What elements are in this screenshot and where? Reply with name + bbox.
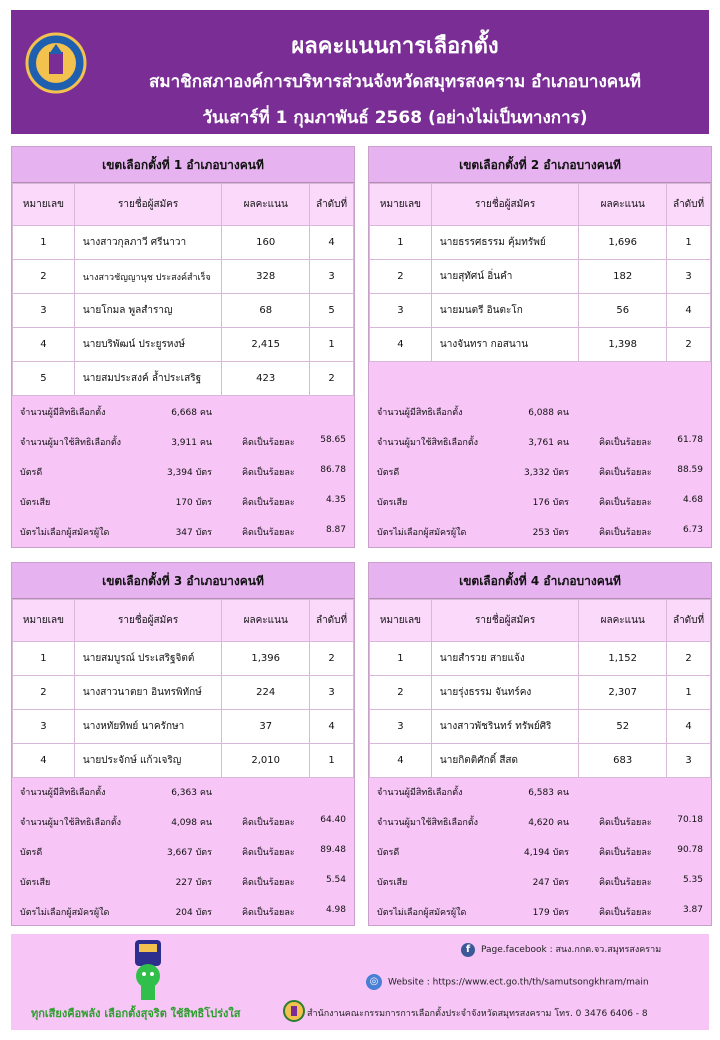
table-row — [13, 328, 354, 362]
cell-name: นางจันทรา กอสนาน — [431, 328, 578, 362]
cell-name: นายรุ่งธรรม จันทร์คง — [431, 676, 578, 710]
cell-name: นายบริพัฒน์ ประยูรหงษ์ — [74, 328, 221, 362]
stat-label-novote: บัตรไม่เลือกผู้สมัครผู้ใด — [377, 528, 467, 538]
office-contact: สำนักงานคณะกรรมการการเลือกตั้งประจำจังหวัดสมุทรสงคราม โทร. 0 3476 6406 - 8 — [307, 1009, 648, 1019]
stat-novote-pct: 8.87 — [325, 525, 346, 535]
stat-novote: 204 บัตร — [175, 908, 212, 918]
stat-bad-pct: 5.35 — [682, 875, 703, 885]
col-header-rank: ลำดับที่ — [667, 600, 711, 642]
stat-label-good: บัตรดี — [20, 848, 43, 858]
stat-voted: 4,620 คน — [528, 818, 569, 828]
cell-rank: 1 — [310, 328, 354, 362]
district-panel-1 — [11, 146, 355, 548]
cell-name: นายโกมล พูลสำราญ — [74, 294, 221, 328]
footer — [11, 934, 709, 1030]
cell-no: 4 — [370, 328, 432, 362]
col-header-name: รายชื่อผู้สมัคร — [74, 184, 221, 226]
cell-rank: 2 — [310, 362, 354, 396]
col-header-score: ผลคะแนน — [579, 184, 667, 226]
cell-rank: 3 — [310, 676, 354, 710]
col-header-rank: ลำดับที่ — [310, 600, 354, 642]
stat-label-voted: จำนวนผู้มาใช้สิทธิเลือกตั้ง — [20, 438, 122, 448]
stat-voted: 3,911 คน — [171, 438, 212, 448]
stat-label-bad: บัตรเสีย — [20, 878, 51, 888]
stat-bad: 170 บัตร — [175, 498, 212, 508]
table-row — [370, 294, 711, 328]
table-row — [13, 294, 354, 328]
district-title: เขตเลือกตั้งที่ 1 อำเภอบางคนที — [12, 147, 354, 183]
cell-score: 2,415 — [222, 328, 310, 362]
col-header-score: ผลคะแนน — [222, 600, 310, 642]
stat-eligible: 6,668 คน — [171, 408, 212, 418]
stat-bad-pct: 4.35 — [325, 495, 346, 505]
stat-good-pct: 86.78 — [320, 465, 346, 475]
stat-good: 3,332 บัตร — [523, 468, 569, 478]
stat-label-novote: บัตรไม่เลือกผู้สมัครผู้ใด — [20, 528, 110, 538]
page-date: วันเสาร์ที่ 1 กุมภาพันธ์ 2568 (อย่างไม่เป็นทางการ) — [202, 108, 588, 128]
cell-score: 423 — [222, 362, 310, 396]
stat-label-bad: บัตรเสีย — [377, 498, 408, 508]
cell-score: 37 — [222, 710, 310, 744]
cell-name: นายสมประสงค์ ล้ำประเสริฐ — [74, 362, 221, 396]
stat-novote-pct: 3.87 — [682, 905, 703, 915]
cell-rank: 5 — [310, 294, 354, 328]
stat-novote: 347 บัตร — [175, 528, 212, 538]
col-header-rank: ลำดับที่ — [310, 184, 354, 226]
stat-good: 3,667 บัตร — [166, 848, 212, 858]
table-row — [370, 710, 711, 744]
cell-rank: 1 — [667, 226, 711, 260]
stat-label-eligible: จำนวนผู้มีสิทธิเลือกตั้ง — [20, 788, 106, 798]
cell-name: นายสำรวย สายแจ้ง — [431, 642, 578, 676]
stat-percent-label: คิดเป็นร้อยละ — [242, 468, 295, 478]
district-title: เขตเลือกตั้งที่ 4 อำเภอบางคนที — [369, 563, 711, 599]
ect-seal-icon — [283, 998, 305, 1024]
stat-percent-label: คิดเป็นร้อยละ — [242, 438, 295, 448]
stat-label-bad: บัตรเสีย — [20, 498, 51, 508]
stat-label-voted: จำนวนผู้มาใช้สิทธิเลือกตั้ง — [377, 438, 479, 448]
stat-bad: 176 บัตร — [532, 498, 569, 508]
cell-rank: 3 — [310, 260, 354, 294]
stat-percent-label: คิดเป็นร้อยละ — [242, 878, 295, 888]
stat-good-pct: 88.59 — [677, 465, 703, 475]
stat-label-novote: บัตรไม่เลือกผู้สมัครผู้ใด — [20, 908, 110, 918]
stat-percent-label: คิดเป็นร้อยละ — [599, 498, 652, 508]
col-header-no: หมายเลข — [13, 184, 75, 226]
stat-percent-label: คิดเป็นร้อยละ — [599, 438, 652, 448]
cell-no: 2 — [370, 260, 432, 294]
cell-score: 1,152 — [579, 642, 667, 676]
stat-voted-pct: 61.78 — [677, 435, 703, 445]
col-header-no: หมายเลข — [370, 600, 432, 642]
stat-label-good: บัตรดี — [377, 848, 400, 858]
website-line[interactable] — [366, 974, 649, 990]
mascot-icon — [121, 936, 175, 1004]
stat-label-eligible: จำนวนผู้มีสิทธิเลือกตั้ง — [377, 788, 463, 798]
stat-eligible: 6,088 คน — [528, 408, 569, 418]
cell-no: 4 — [13, 328, 75, 362]
cell-name: นางสาวชัญญานุช ประสงค์สำเร็จ — [74, 260, 221, 294]
table-row — [370, 744, 711, 778]
stat-voted-pct: 70.18 — [677, 815, 703, 825]
cell-name: นางหทัยทิพย์ นาครักษา — [74, 710, 222, 744]
stat-voted: 3,761 คน — [528, 438, 569, 448]
cell-rank: 4 — [310, 226, 354, 260]
cell-rank: 1 — [667, 676, 711, 710]
table-row — [13, 260, 354, 294]
stat-good-pct: 90.78 — [677, 845, 703, 855]
stat-percent-label: คิดเป็นร้อยละ — [242, 818, 295, 828]
stat-label-good: บัตรดี — [20, 468, 43, 478]
stat-label-novote: บัตรไม่เลือกผู้สมัครผู้ใด — [377, 908, 467, 918]
cell-name: นางสาวนาตยา อินทรพิทักษ์ — [74, 676, 222, 710]
page-title: ผลคะแนนการเลือกตั้ง — [291, 34, 499, 59]
stat-good: 4,194 บัตร — [523, 848, 569, 858]
col-header-score: ผลคะแนน — [222, 184, 310, 226]
cell-rank: 2 — [667, 328, 711, 362]
stat-voted-pct: 58.65 — [320, 435, 346, 445]
table-row — [370, 642, 711, 676]
ect-logo-icon — [25, 32, 87, 94]
cell-name: นายสมบูรณ์ ประเสริฐจิตต์ — [74, 642, 222, 676]
table-row — [13, 226, 354, 260]
cell-no: 3 — [370, 294, 432, 328]
district-panel-2 — [368, 146, 712, 548]
cell-score: 56 — [579, 294, 667, 328]
website-text: Website : https://www.ect.go.th/th/samutsongkhram/main — [388, 977, 649, 988]
stat-percent-label: คิดเป็นร้อยละ — [599, 468, 652, 478]
cell-name: นางสาวพัชรินทร์ ทรัพย์ศิริ — [431, 710, 578, 744]
cell-rank: 4 — [667, 710, 711, 744]
cell-rank: 2 — [310, 642, 354, 676]
stat-percent-label: คิดเป็นร้อยละ — [599, 818, 652, 828]
stat-label-bad: บัตรเสีย — [377, 878, 408, 888]
district-title: เขตเลือกตั้งที่ 2 อำเภอบางคนที — [369, 147, 711, 183]
cell-no: 2 — [13, 260, 75, 294]
cell-rank: 3 — [667, 260, 711, 294]
district-stats — [12, 777, 354, 927]
candidate-table — [12, 183, 354, 396]
district-stats — [369, 777, 711, 927]
cell-rank: 1 — [310, 744, 354, 778]
cell-rank: 3 — [667, 744, 711, 778]
stat-novote: 179 บัตร — [532, 908, 569, 918]
district-panel-3 — [11, 562, 355, 926]
cell-no: 1 — [370, 226, 432, 260]
cell-no: 2 — [370, 676, 432, 710]
page-subtitle: สมาชิกสภาองค์การบริหารส่วนจังหวัดสมุทรสงคราม อำเภอบางคนที — [149, 72, 641, 92]
candidate-table — [12, 599, 354, 778]
cell-no: 2 — [13, 676, 75, 710]
stat-percent-label: คิดเป็นร้อยละ — [599, 848, 652, 858]
district-title: เขตเลือกตั้งที่ 3 อำเภอบางคนที — [12, 563, 354, 599]
cell-name: นายกิตติศักดิ์ สีสด — [431, 744, 578, 778]
col-header-no: หมายเลข — [370, 184, 432, 226]
facebook-text: Page.facebook : สนง.กกต.จว.สมุทรสงคราม — [481, 945, 662, 955]
cell-no: 3 — [370, 710, 432, 744]
col-header-no: หมายเลข — [13, 600, 75, 642]
candidate-table — [369, 599, 711, 778]
stat-novote-pct: 6.73 — [682, 525, 703, 535]
col-header-name: รายชื่อผู้สมัคร — [74, 600, 222, 642]
stat-eligible: 6,583 คน — [528, 788, 569, 798]
cell-score: 52 — [579, 710, 667, 744]
cell-score: 182 — [579, 260, 667, 294]
stat-label-eligible: จำนวนผู้มีสิทธิเลือกตั้ง — [20, 408, 106, 418]
cell-score: 160 — [222, 226, 310, 260]
stat-label-good: บัตรดี — [377, 468, 400, 478]
stat-percent-label: คิดเป็นร้อยละ — [242, 908, 295, 918]
stat-eligible: 6,363 คน — [171, 788, 212, 798]
cell-score: 1,396 — [222, 642, 310, 676]
cell-no: 1 — [13, 642, 75, 676]
table-row — [13, 362, 354, 396]
col-header-score: ผลคะแนน — [579, 600, 667, 642]
stat-voted: 4,098 คน — [171, 818, 212, 828]
table-row — [370, 226, 711, 260]
slogan: ทุกเสียงคือพลัง เลือกตั้งสุจริต ใช้สิทธิโปร่งใส — [31, 1007, 241, 1020]
col-header-name: รายชื่อผู้สมัคร — [431, 600, 578, 642]
stat-percent-label: คิดเป็นร้อยละ — [599, 908, 652, 918]
col-header-name: รายชื่อผู้สมัคร — [431, 184, 578, 226]
cell-score: 328 — [222, 260, 310, 294]
cell-no: 4 — [370, 744, 432, 778]
stat-label-voted: จำนวนผู้มาใช้สิทธิเลือกตั้ง — [20, 818, 122, 828]
stat-percent-label: คิดเป็นร้อยละ — [242, 848, 295, 858]
table-row — [13, 642, 354, 676]
cell-no: 5 — [13, 362, 75, 396]
col-header-rank: ลำดับที่ — [667, 184, 711, 226]
cell-score: 224 — [222, 676, 310, 710]
cell-score: 1,398 — [579, 328, 667, 362]
cell-no: 4 — [13, 744, 75, 778]
cell-name: นายธรรศธรรม คุ้มทรัพย์ — [431, 226, 578, 260]
stat-novote-pct: 4.98 — [325, 905, 346, 915]
facebook-icon: f — [461, 943, 475, 957]
cell-no: 3 — [13, 710, 75, 744]
district-panel-4 — [368, 562, 712, 926]
facebook-line[interactable] — [461, 942, 661, 957]
cell-rank: 4 — [310, 710, 354, 744]
stat-voted-pct: 64.40 — [320, 815, 346, 825]
cell-name: นางสาวกุลภาวี ศรีนาวา — [74, 226, 221, 260]
cell-rank: 2 — [667, 642, 711, 676]
table-row — [370, 328, 711, 362]
cell-score: 2,010 — [222, 744, 310, 778]
stat-good-pct: 89.48 — [320, 845, 346, 855]
cell-score: 2,307 — [579, 676, 667, 710]
table-row — [370, 676, 711, 710]
stat-label-eligible: จำนวนผู้มีสิทธิเลือกตั้ง — [377, 408, 463, 418]
cell-name: นายมนตรี อินตะโก — [431, 294, 578, 328]
stat-percent-label: คิดเป็นร้อยละ — [242, 528, 295, 538]
stat-bad-pct: 4.68 — [682, 495, 703, 505]
stat-percent-label: คิดเป็นร้อยละ — [599, 528, 652, 538]
stat-bad: 227 บัตร — [175, 878, 212, 888]
cell-score: 68 — [222, 294, 310, 328]
cell-no: 1 — [370, 642, 432, 676]
cell-name: นายสุทัศน์ อิ่นคำ — [431, 260, 578, 294]
stat-novote: 253 บัตร — [532, 528, 569, 538]
cell-score: 683 — [579, 744, 667, 778]
cell-name: นายประจักษ์ แก้วเจริญ — [74, 744, 222, 778]
cell-score: 1,696 — [579, 226, 667, 260]
table-row — [370, 260, 711, 294]
stat-percent-label: คิดเป็นร้อยละ — [242, 498, 295, 508]
stat-label-voted: จำนวนผู้มาใช้สิทธิเลือกตั้ง — [377, 818, 479, 828]
stat-bad: 247 บัตร — [532, 878, 569, 888]
table-row — [13, 676, 354, 710]
stat-percent-label: คิดเป็นร้อยละ — [599, 878, 652, 888]
cell-rank: 4 — [667, 294, 711, 328]
globe-icon: ◎ — [366, 974, 382, 990]
header-banner — [11, 10, 709, 134]
stat-good: 3,394 บัตร — [166, 468, 212, 478]
district-stats — [369, 397, 711, 547]
district-stats — [12, 397, 354, 547]
table-row — [13, 710, 354, 744]
candidate-table — [369, 183, 711, 362]
cell-no: 3 — [13, 294, 75, 328]
table-row — [13, 744, 354, 778]
stat-bad-pct: 5.54 — [325, 875, 346, 885]
cell-no: 1 — [13, 226, 75, 260]
